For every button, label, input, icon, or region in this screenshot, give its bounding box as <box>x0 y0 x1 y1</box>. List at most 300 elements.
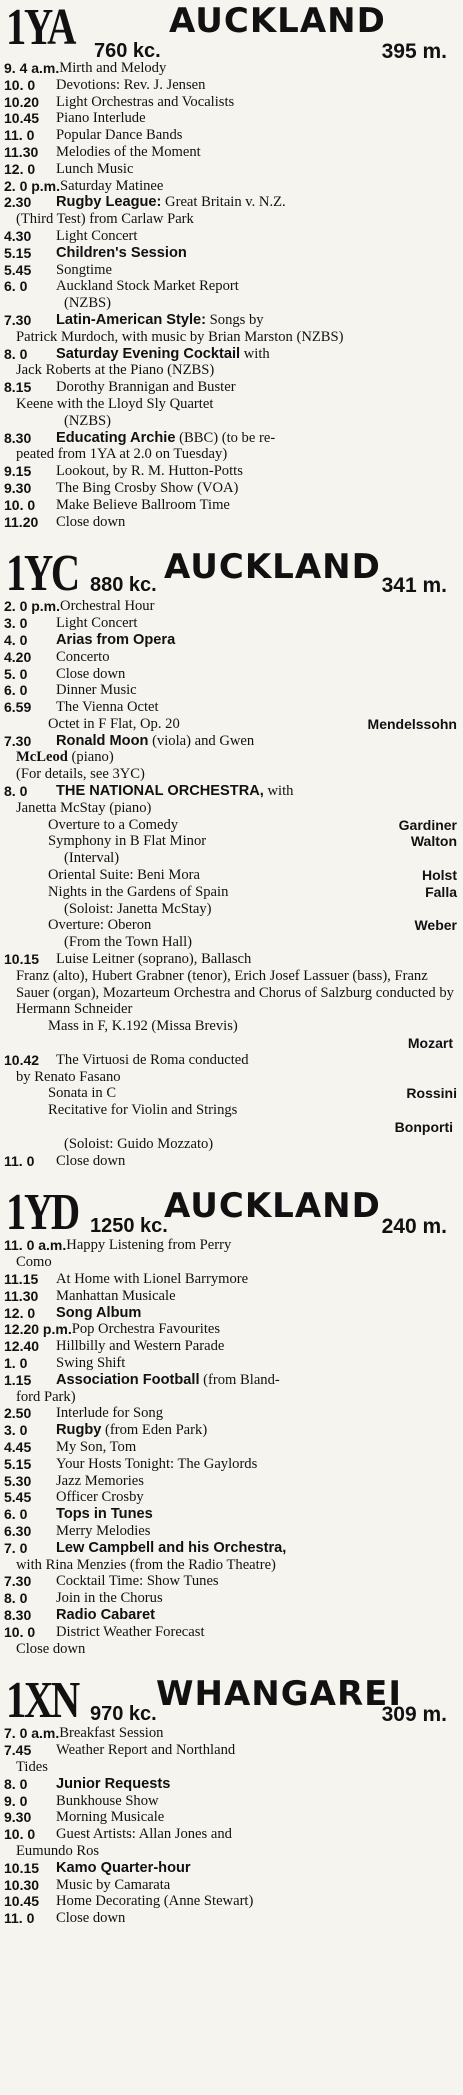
work-title: Sonata in C <box>48 1085 117 1102</box>
programme-title-text: Lookout, by R. M. Hutton-Potts <box>56 463 243 480</box>
work-title: Overture to a Comedy <box>48 816 179 833</box>
programme-title-bold: THE NATIONAL ORCHESTRA, <box>56 783 264 800</box>
programme-title-text: Dinner Music <box>56 682 137 699</box>
programme-time: 8. 0 <box>4 1775 28 1792</box>
programme-title-text: (from Eden Park) <box>101 1422 208 1439</box>
programme-item <box>4 94 457 111</box>
programme-title-bold: Children's Session <box>56 244 187 261</box>
programme-title <box>56 666 457 683</box>
programme-title-text: with Rina Menzies (from the Radio Theatre) <box>16 1556 276 1573</box>
programme-continuation <box>4 766 457 783</box>
programme-title-text: Luise Leitner (soprano), Ballasch <box>56 951 252 968</box>
programme-title-text: Join in the Chorus <box>56 1590 163 1607</box>
programme-title-text: Officer Crosby <box>56 1489 144 1506</box>
programme-title <box>66 1237 457 1254</box>
programme-note: (Interval) <box>64 850 120 867</box>
programme-continuation <box>4 1254 457 1271</box>
programme-item <box>4 245 457 262</box>
programme-time: 7.45 <box>4 1742 32 1759</box>
programme-work <box>4 917 457 934</box>
programme-title-text: Como <box>16 1254 52 1271</box>
programme-title-text: Make Believe Ballroom Time <box>56 496 230 513</box>
programme-title <box>56 1910 457 1927</box>
programme-item <box>4 278 457 295</box>
programme-title-text: peated from 1YA at 2.0 on Tuesday) <box>16 446 228 463</box>
programme-time: 5.45 <box>4 261 32 278</box>
programme-item <box>4 228 457 245</box>
programme-title-text: Popular Dance Bands <box>56 127 183 144</box>
programme-title <box>56 951 457 968</box>
programme-title-text: Manhattan Musicale <box>56 1287 176 1304</box>
station-spacer <box>4 1169 457 1185</box>
station-city: AUCKLAND <box>169 1 386 41</box>
programme-title-bold: Association Football <box>56 1371 200 1388</box>
programme-item <box>4 1877 457 1894</box>
programme-item <box>4 178 457 195</box>
programme-title-text: Morning Musicale <box>56 1809 165 1826</box>
work-composer: Gardiner <box>398 816 457 833</box>
work-composer: Bonporti <box>394 1119 453 1136</box>
work-title: Overture: Oberon <box>48 917 152 934</box>
programme-title-text: (viola) and Gwen <box>148 732 255 749</box>
programme-title-bold: Tops in Tunes <box>56 1506 153 1523</box>
programme-time: 10. 0 <box>4 76 36 93</box>
work-title: Mass in F, K.192 (Missa Brevis) <box>48 1018 238 1035</box>
programme-title-bold: Saturday Evening Cocktail <box>56 345 241 362</box>
programme-time: 5.30 <box>4 1472 32 1489</box>
programme-note: (Soloist: Guido Mozzato) <box>64 1135 214 1152</box>
programme-title-text: Hillbilly and Western Parade <box>56 1338 225 1355</box>
programme-time: 12. 0 <box>4 1304 36 1321</box>
work-title: Nights in the Gardens of Spain <box>48 883 229 900</box>
programme-title <box>56 1473 457 1490</box>
programme-title-bold: Kamo Quarter-hour <box>56 1859 191 1876</box>
station-wavelength: 240 m. <box>381 1215 447 1239</box>
programme-title-text: Keene with the Lloyd Sly Quartet <box>16 395 214 412</box>
programme-title-text: Close down <box>56 665 126 682</box>
station-wavelength: 309 m. <box>381 1703 447 1727</box>
programme-title <box>56 1305 457 1322</box>
programme-item <box>4 312 457 329</box>
station-call-sign: 1YC <box>6 545 78 603</box>
programme-title-text: Dorothy Brannigan and Buster <box>56 379 236 396</box>
programme-title-text: The Bing Crosby Show (VOA) <box>56 479 239 496</box>
programme-title <box>56 1590 457 1607</box>
programme-title-bold: Arias from Opera <box>56 631 176 648</box>
programme-title <box>56 346 457 363</box>
programme-time: 1. 0 <box>4 1354 28 1371</box>
programme-time: 4. 0 <box>4 631 28 648</box>
programme-title-text: My Son, Tom <box>56 1438 137 1455</box>
programme-work <box>4 716 457 733</box>
programme-item <box>4 1405 457 1422</box>
programme-time: 11.30 <box>4 143 39 160</box>
station-spacer <box>4 1927 457 1943</box>
work-composer: Holst <box>422 867 457 884</box>
programme-time: 5. 0 <box>4 665 28 682</box>
programme-time: 10.30 <box>4 1876 40 1893</box>
programme-title-text: The Virtuosi de Roma conducted <box>56 1051 249 1068</box>
programme-item <box>4 1439 457 1456</box>
programme-time: 9.30 <box>4 479 32 496</box>
programme-time: 9. 0 <box>4 1792 28 1809</box>
programme-title-text: Devotions: Rev. J. Jensen <box>56 76 206 93</box>
programme-continuation <box>4 211 457 228</box>
programme-time: 2.30 <box>4 194 32 211</box>
programme-item <box>4 1826 457 1843</box>
programme-item <box>4 632 457 649</box>
programme-title-bold: Song Album <box>56 1304 142 1321</box>
programme-time: 10. 0 <box>4 496 36 513</box>
programme-time: 5.15 <box>4 244 32 261</box>
programme-title-text: Close down <box>56 1910 126 1927</box>
programme-title-text: (Third Test) from Carlaw Park <box>16 211 194 228</box>
programme-title <box>56 379 457 396</box>
programme-title <box>56 1523 457 1540</box>
programme-title-text: Breakfast Session <box>59 1725 164 1742</box>
programme-item <box>4 144 457 161</box>
programme-item <box>4 430 457 447</box>
programme-work <box>4 884 457 901</box>
programme-time: 2.50 <box>4 1405 32 1422</box>
programme-title-text: Jazz Memories <box>56 1472 144 1489</box>
programme-time: 11.30 <box>4 1287 39 1304</box>
programme-item <box>4 1271 457 1288</box>
programme-time: 8.30 <box>4 429 32 446</box>
programme-title-text: (BBC) (to be re- <box>175 429 276 446</box>
programme-title <box>56 1540 457 1557</box>
programme-title-text: Interlude for Song <box>56 1405 163 1422</box>
programme-title <box>56 463 457 480</box>
station-wavelength: 341 m. <box>381 574 447 598</box>
programme-title <box>56 615 457 632</box>
programme-title <box>56 497 457 514</box>
programme-list <box>4 598 457 1169</box>
work-title: Octet in F Flat, Op. 20 <box>48 715 180 732</box>
programme-time: 7. 0 a.m. <box>4 1725 60 1742</box>
programme-title-text: Janetta McStay (piano) <box>16 799 152 816</box>
programme-time: 4.30 <box>4 227 32 244</box>
programme-list <box>4 60 457 530</box>
programme-title-text: Lunch Music <box>56 160 134 177</box>
programme-time: 10.45 <box>4 1893 40 1910</box>
programme-title <box>56 699 457 716</box>
programme-item <box>4 1573 457 1590</box>
programme-item <box>4 1624 457 1641</box>
programme-title <box>72 1321 457 1338</box>
station-wavelength: 395 m. <box>381 40 447 63</box>
programme-title <box>56 278 457 295</box>
programme-time: 12.40 <box>4 1338 40 1355</box>
programme-continuation <box>4 968 457 1018</box>
programme-item <box>4 682 457 699</box>
programme-title-text: Tides <box>16 1758 48 1775</box>
programme-item <box>4 161 457 178</box>
programme-time: 11.15 <box>4 1271 39 1287</box>
station-1xn <box>0 1673 463 1943</box>
programme-title-text: Happy Listening from Perry <box>66 1237 232 1254</box>
programme-item <box>4 1355 457 1372</box>
programme-time: 12. 0 <box>4 160 36 177</box>
programme-title <box>56 161 457 178</box>
programme-item <box>4 1809 457 1826</box>
programme-title-text: The Vienna Octet <box>56 699 159 716</box>
programme-time: 5.45 <box>4 1489 32 1506</box>
programme-continuation <box>4 1843 457 1860</box>
programme-title-text: Light Orchestras and Vocalists <box>56 93 235 110</box>
programme-title <box>56 1456 457 1473</box>
programme-title <box>56 1355 457 1372</box>
programme-title-text: Eumundo Ros <box>16 1842 100 1859</box>
programme-title-text: Guest Artists: Allan Jones and <box>56 1826 232 1843</box>
programme-title-text: Merry Melodies <box>56 1522 151 1539</box>
programme-item <box>4 1288 457 1305</box>
programme-title <box>56 1776 457 1793</box>
programme-title-text: Patrick Murdoch, with music by Brian Marston (NZBS) <box>16 328 344 345</box>
programme-item <box>4 649 457 666</box>
programme-title-text: Music by Camarata <box>56 1876 171 1893</box>
programme-work <box>4 1102 457 1119</box>
programme-title <box>56 632 457 649</box>
station-header <box>4 1672 457 1730</box>
programme-time: 3. 0 <box>4 615 28 632</box>
station-header <box>4 0 457 63</box>
programme-title-text: At Home with Lionel Barrymore <box>56 1271 249 1287</box>
programme-item <box>4 194 457 211</box>
programme-item <box>4 497 457 514</box>
programme-time: 4.20 <box>4 648 32 665</box>
programme-time: 6. 0 <box>4 1506 28 1523</box>
programme-note: (NZBS) <box>64 295 112 312</box>
programme-title <box>56 94 457 111</box>
programme-item <box>4 262 457 279</box>
programme-time: 10.15 <box>4 951 40 968</box>
programme-title-text: Bunkhouse Show <box>56 1792 159 1809</box>
programme-title-bold: McLeod <box>16 749 68 766</box>
programme-time: 4.45 <box>4 1438 32 1455</box>
programme-time: 10.42 <box>4 1051 40 1068</box>
programme-item <box>4 379 457 396</box>
programme-title <box>56 430 457 447</box>
programme-title <box>56 312 457 329</box>
programme-time: 5.15 <box>4 1455 32 1472</box>
programme-title <box>56 1153 457 1170</box>
programme-work <box>4 833 457 850</box>
programme-item <box>4 1506 457 1523</box>
programme-time: 10. 0 <box>4 1623 36 1640</box>
programme-title <box>56 1573 457 1590</box>
programme-note: (NZBS) <box>64 412 112 429</box>
programme-item <box>4 77 457 94</box>
programme-title <box>56 1826 457 1843</box>
programme-title-text: Your Hosts Tonight: The Gaylords <box>56 1455 258 1472</box>
programme-title-text: Great Britain v. N.Z. <box>161 194 286 211</box>
programme-title-text: Songtime <box>56 261 112 278</box>
programme-time: 6. 0 <box>4 682 28 699</box>
programme-title <box>56 733 457 750</box>
programme-title <box>56 144 457 161</box>
programme-title <box>56 1793 457 1810</box>
programme-title-text: Weather Report and Northland <box>56 1742 236 1759</box>
programme-item <box>4 127 457 144</box>
programme-title-text: with <box>240 345 270 362</box>
programme-continuation <box>4 329 457 346</box>
programme-title-text: Melodies of the Moment <box>56 143 201 160</box>
station-frequency: 1250 kc. <box>90 1215 168 1238</box>
programme-work <box>4 1085 457 1102</box>
station-1yc <box>0 546 463 1185</box>
programme-title <box>56 1624 457 1641</box>
programme-time: 1.15 <box>4 1371 32 1388</box>
station-city: AUCKLAND <box>164 1186 381 1227</box>
programme-title <box>56 1439 457 1456</box>
programme-time: 6.59 <box>4 699 32 716</box>
programme-item <box>4 733 457 750</box>
programme-title-bold: Latin-American Style: <box>56 311 207 328</box>
programme-work <box>4 867 457 884</box>
programme-item <box>4 1473 457 1490</box>
programme-time: 8. 0 <box>4 783 28 800</box>
work-title: Recitative for Violin and Strings <box>48 1102 238 1119</box>
programme-note: (From the Town Hall) <box>64 934 193 951</box>
programme-time: 11. 0 <box>4 127 35 144</box>
programme-item <box>4 783 457 800</box>
station-city: WHANGAREI <box>156 1674 403 1715</box>
programme-title-bold: Ronald Moon <box>56 732 149 749</box>
programme-title <box>56 783 457 800</box>
programme-title-text: Close down <box>56 513 126 530</box>
programme-title <box>56 1338 457 1355</box>
programme-item <box>4 1523 457 1540</box>
work-composer: Walton <box>410 833 457 850</box>
programme-title-text: (from Bland- <box>199 1371 280 1388</box>
programme-title <box>56 1607 457 1624</box>
station-call-sign: 1YA <box>6 0 75 56</box>
programme-title <box>56 262 457 279</box>
station-1yd <box>0 1185 463 1673</box>
programme-item <box>4 480 457 497</box>
programme-item <box>4 1456 457 1473</box>
programme-item <box>4 1893 457 1910</box>
programme-title-text: Close down <box>56 1152 126 1169</box>
programme-title-text: (For details, see 3YC) <box>16 766 145 783</box>
programme-title <box>56 1809 457 1826</box>
programme-time: 2. 0 p.m. <box>4 177 61 194</box>
programme-item <box>4 1742 457 1759</box>
programme-title <box>56 245 457 262</box>
programme-title <box>56 682 457 699</box>
programme-time: 8. 0 <box>4 1590 28 1607</box>
programme-title <box>56 1742 457 1759</box>
programme-title <box>56 1405 457 1422</box>
programme-continuation <box>4 800 457 817</box>
station-call-sign: 1YD <box>6 1184 78 1242</box>
programme-title-text: Jack Roberts at the Piano (NZBS) <box>16 362 215 379</box>
programme-title-text: Concerto <box>56 648 110 665</box>
programme-time: 10. 0 <box>4 1826 36 1843</box>
work-title: Oriental Suite: Beni Mora <box>48 867 200 884</box>
work-composer: Mozart <box>407 1035 453 1052</box>
station-frequency: 970 kc. <box>90 1703 157 1726</box>
programme-item <box>4 1489 457 1506</box>
programme-title <box>56 110 457 127</box>
programme-continuation <box>4 749 457 766</box>
programme-title-text: Saturday Matinee <box>60 177 164 194</box>
programme-time: 12.20 p.m. <box>4 1321 72 1338</box>
programme-title <box>56 1422 457 1439</box>
work-composer: Rossini <box>406 1085 457 1102</box>
programme-title-text: Auckland Stock Market Report <box>56 278 239 295</box>
programme-title <box>56 1052 457 1069</box>
programme-title-text: Songs by <box>206 311 264 328</box>
programme-title <box>56 649 457 666</box>
station-1ya <box>0 0 463 546</box>
station-spacer <box>4 1657 457 1673</box>
programme-work <box>4 1018 457 1035</box>
programme-continuation <box>4 1389 457 1406</box>
programme-time: 11.20 <box>4 513 39 530</box>
programme-time: 11. 0 <box>4 1910 35 1927</box>
programme-title-text: Swing Shift <box>56 1354 126 1371</box>
programme-continuation <box>4 1759 457 1776</box>
programme-title <box>56 1288 457 1305</box>
programme-title-text: Franz (alto), Hubert Grabner (tenor), Erich Josef Lassuer (bass), Franz Sauer (organ), Mozarteum Orchestra and Chorus of Salzburg conducted by Hermann Schneider <box>16 967 454 1018</box>
programme-item <box>4 110 457 127</box>
programme-item <box>4 1776 457 1793</box>
programme-title <box>56 194 457 211</box>
programme-title-text: Mirth and Melody <box>59 60 167 76</box>
station-header <box>4 545 457 603</box>
programme-item <box>4 699 457 716</box>
programme-continuation <box>4 446 457 463</box>
programme-title <box>56 1860 457 1877</box>
work-composer: Weber <box>414 917 457 934</box>
programme-item <box>4 951 457 968</box>
programme-list <box>4 1725 457 1927</box>
programme-title-text: (piano) <box>67 749 114 766</box>
programme-item <box>4 1372 457 1389</box>
programme-time: 2. 0 p.m. <box>4 598 61 615</box>
programme-title-text: Close down <box>16 1640 86 1657</box>
programme-title <box>56 514 457 531</box>
programme-time: 10.45 <box>4 110 40 127</box>
programme-title-bold: Lew Campbell and his Orchestra, <box>56 1539 287 1556</box>
programme-title <box>56 1372 457 1389</box>
programme-time: 10.15 <box>4 1859 40 1876</box>
station-spacer <box>4 530 457 546</box>
programme-time: 8.15 <box>4 379 32 396</box>
programme-title <box>60 178 457 195</box>
programme-item <box>4 1153 457 1170</box>
programme-time: 7.30 <box>4 732 32 749</box>
programme-title <box>56 1271 457 1288</box>
programme-item <box>4 1910 457 1927</box>
programme-time: 9.15 <box>4 463 32 480</box>
programme-continuation <box>4 362 457 379</box>
programme-title <box>59 1725 457 1742</box>
programme-title-bold: Rugby <box>56 1422 102 1439</box>
station-call-sign: 1XN <box>6 1672 78 1730</box>
programme-title-bold: Junior Requests <box>56 1775 171 1792</box>
programme-item <box>4 1338 457 1355</box>
programme-title-text: Light Concert <box>56 227 138 244</box>
programme-time: 6.30 <box>4 1522 32 1539</box>
programme-item <box>4 346 457 363</box>
programme-item <box>4 1052 457 1069</box>
programme-item <box>4 615 457 632</box>
programme-item <box>4 1590 457 1607</box>
programme-item <box>4 1540 457 1557</box>
